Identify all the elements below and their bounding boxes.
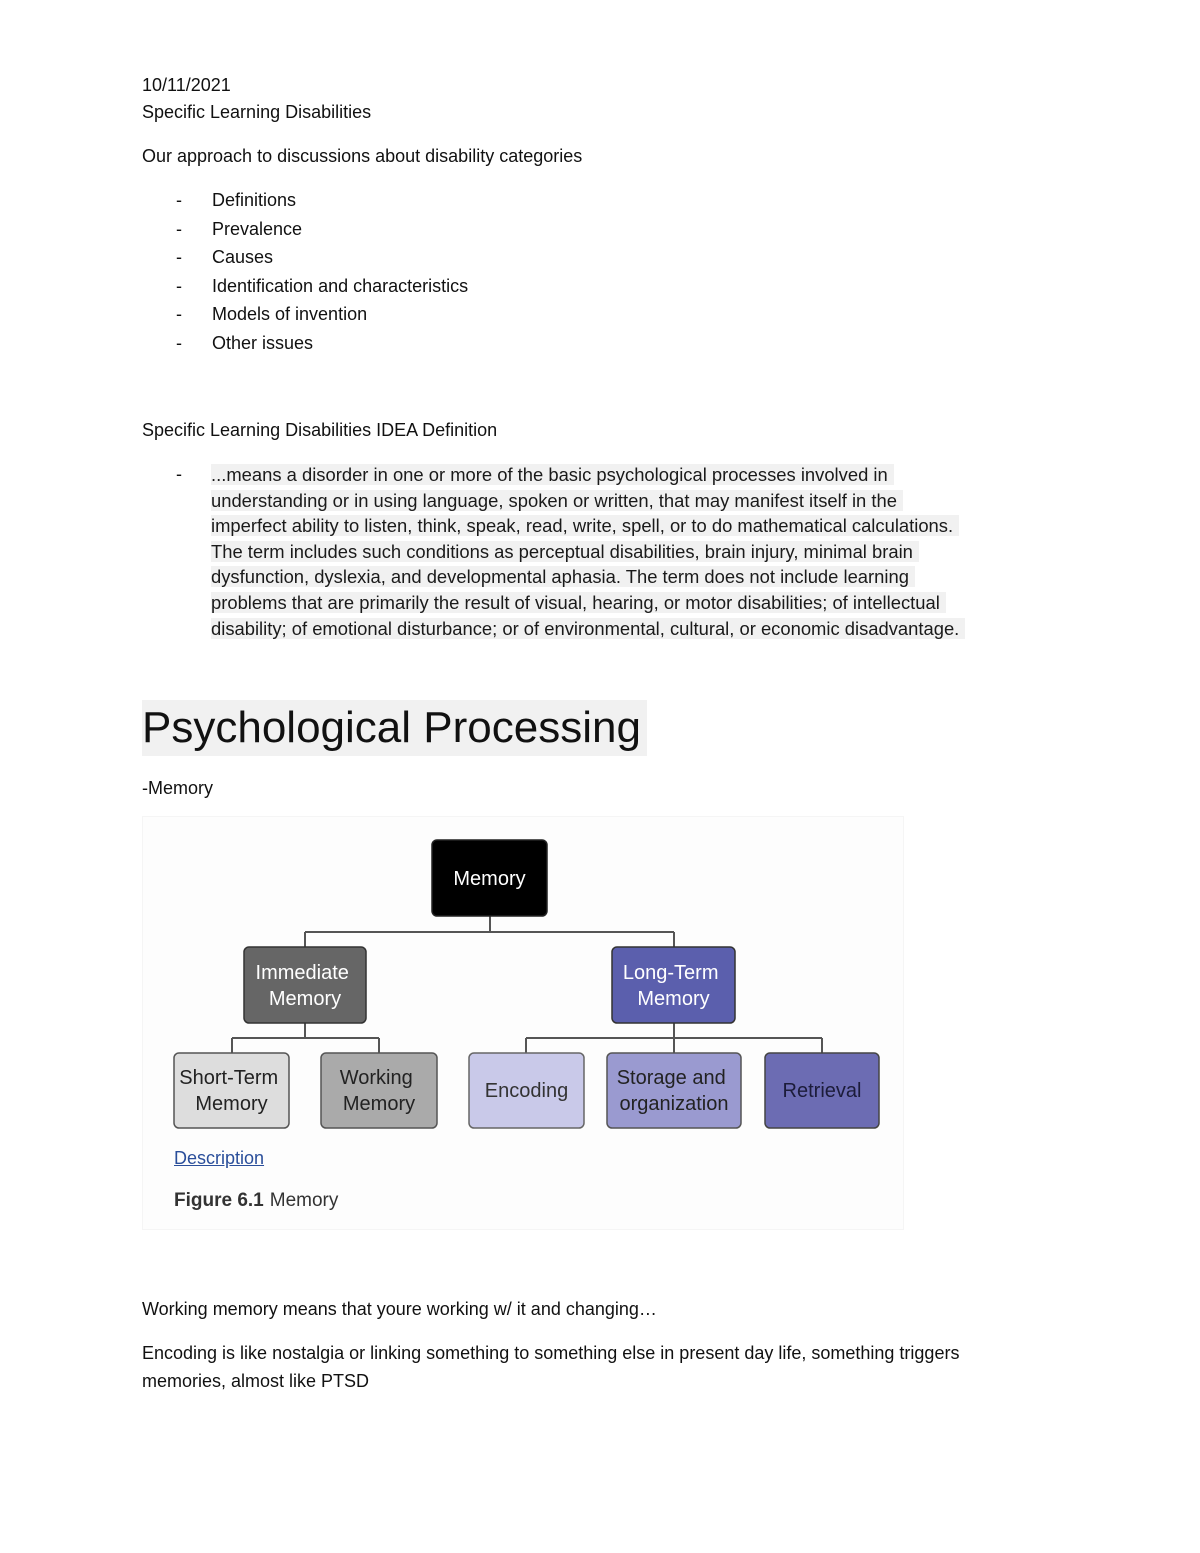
node-storage-and-organization (607, 1053, 741, 1128)
node-short-term-memory (174, 1053, 289, 1128)
node-label-line: Memory (195, 1093, 268, 1115)
node-label-line: Long-Term (622, 962, 719, 984)
node-long-term-memory (612, 947, 735, 1023)
bullet-dash: - (176, 190, 182, 210)
bullet-dash: - (176, 275, 182, 296)
bullet-dash: - (176, 218, 182, 239)
definition-heading: Specific Learning Disabilities IDEA Definition (142, 420, 498, 440)
memory-diagram-figure (142, 816, 904, 1230)
note-working-memory: Working memory means that youre working w/ it and changing… (142, 1299, 657, 1319)
node-retrieval (765, 1053, 879, 1128)
definition-line: ...means a disorder in one or more of the basic psychological processes involved in (211, 464, 894, 485)
list-item (142, 329, 468, 358)
node-memory (432, 840, 547, 916)
node-label-line: organization (619, 1093, 729, 1115)
node-label-line: Immediate (255, 962, 349, 984)
definition-line: The term includes such conditions as perceptual disabilities, brain injury, minimal brain (211, 541, 919, 562)
node-label-line: Encoding (484, 1080, 569, 1102)
node-label (453, 868, 525, 890)
list-item (142, 272, 468, 301)
document-title: Specific Learning Disabilities (142, 102, 372, 122)
node-label-line: Memory (342, 1093, 416, 1115)
list-item (142, 243, 468, 272)
approach-list (142, 186, 468, 358)
list-item-text: Identification and characteristics (212, 275, 469, 296)
list-item-text: Models of invention (212, 304, 368, 325)
definition-line: problems that are primarily the result of visual, hearing, or motor disabilities; of intellectual (211, 592, 946, 613)
bullet-dash: - (176, 247, 182, 268)
node-label-line: Memory (268, 988, 342, 1010)
node-label-line: Working (339, 1067, 413, 1089)
description-link[interactable]: Description (174, 1148, 265, 1168)
node-box (244, 947, 366, 1023)
node-box (607, 1053, 741, 1128)
list-item (142, 215, 468, 244)
bullet-dash: - (176, 464, 182, 484)
node-label-line: Memory (453, 868, 526, 890)
list-item (142, 186, 468, 215)
node-label (783, 1080, 862, 1102)
list-item (142, 300, 468, 329)
definition-line: disability; of emotional disturbance; or of environmental, cultural, or economic disadvantage. (211, 618, 965, 639)
figure-caption-text: Memory (269, 1190, 339, 1211)
definition-line: imperfect ability to listen, think, speak, read, write, spell, or to do mathematical calculations. (211, 515, 959, 536)
document-date: 10/11/2021 (142, 75, 231, 95)
node-label-line: Short-Term (179, 1067, 279, 1089)
definition-line: dysfunction, dyslexia, and developmental aphasia. The term does not include learning (211, 566, 915, 587)
node-box (174, 1053, 289, 1128)
node-working-memory (321, 1053, 437, 1128)
memory-label: -Memory (142, 778, 213, 798)
node-label-line: Storage and (616, 1067, 726, 1089)
list-item-text: Definitions (212, 190, 297, 210)
approach-intro: Our approach to discussions about disability categories (142, 146, 583, 166)
list-item-text: Other issues (212, 332, 314, 353)
node-label (485, 1080, 568, 1102)
list-item-text: Prevalence (212, 218, 303, 239)
note-encoding-line-2: memories, almost like PTSD (142, 1371, 370, 1391)
node-encoding (469, 1053, 584, 1128)
figure-caption-label: Figure 6.1 (174, 1190, 264, 1211)
definition-line: understanding or in using language, spoken or written, that may manifest itself in the (211, 490, 903, 511)
definition-quote (211, 462, 1071, 641)
note-encoding-line-1: Encoding is like nostalgia or linking something to something else in present day life, something triggers (142, 1343, 960, 1363)
node-label-line: Memory (637, 988, 710, 1010)
list-item-text: Causes (212, 247, 274, 268)
node-box (321, 1053, 437, 1128)
node-label-line: Retrieval (782, 1080, 862, 1102)
section-heading: Psychological Processing (142, 700, 647, 756)
bullet-dash: - (176, 332, 182, 353)
node-box (612, 947, 735, 1023)
bullet-dash: - (176, 304, 182, 325)
figure-caption (174, 1189, 338, 1213)
node-immediate-memory (244, 947, 366, 1023)
